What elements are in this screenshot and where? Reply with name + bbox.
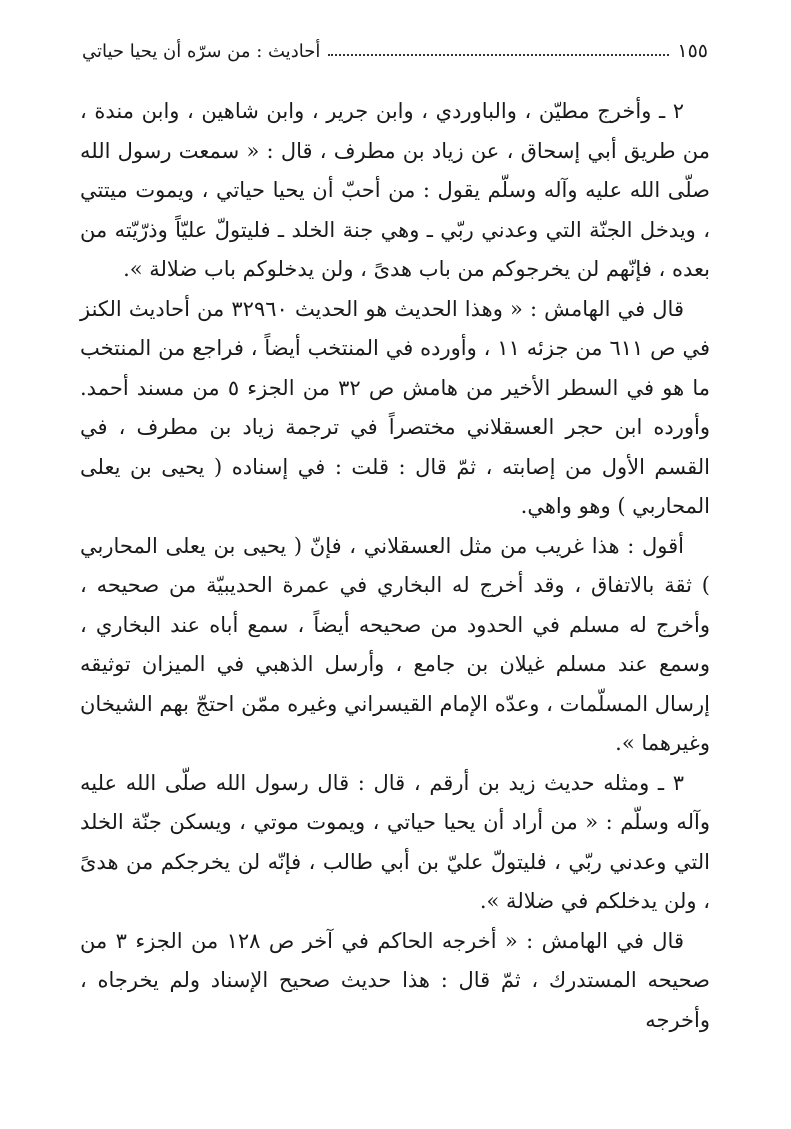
paragraph-author-comment: أقول : هذا غريب من مثل العسقلاني ، فإنّ ( يحيى بن يعلى المحاربي ) ثقة بالاتفاق ، وقد أخرج له البخاري في عمرة الحديبيّة من صحيحه ، وأخرج له مسلم في الحدود من صحيحه أيضاً ، سمع أباه عند البخاري ، وسمع عند مسلم غيلان بن جامع ، وأرسل الذهبي في الميزان توثيقه إرسال المسلّمات ، وعدّه الإمام القيسراني وغيره ممّن احتجّ بهم الشيخان وغيرهما ».: [80, 533, 710, 755]
paragraph-footnote-kanz: قال في الهامش : « وهذا الحديث هو الحديث ٣٢٩٦٠ من أحاديث الكنز في ص ٦١١ من جزئه ١١ ، وأورده في المنتخب أيضاً ، فراجع من المنتخب ما هو في السطر الأخير من هامش ص ٣٢ من الجزء ٥ من مسند أحمد. وأورده ابن حجر العسقلاني مختصراً في ترجمة زياد بن مطرف ، في القسم الأول من إصابته ، ثمّ قال : قلت : في إسناده ( يحيى بن يعلى المحاربي ) وهو واهي.: [80, 296, 710, 518]
page-number: ١٥٥: [677, 40, 708, 62]
running-header: [82, 34, 708, 62]
body-text: [80, 92, 710, 1040]
header-title: أحاديث : من سرّه أن يحيا حياتي: [82, 41, 321, 62]
paragraph-hadith-2: ٢ ـ وأخرج مطيّن ، والباوردي ، وابن جرير ، وابن شاهين ، وابن مندة ، من طريق أبي إسحاق ، عن زياد بن مطرف ، قال : « سمعت رسول الله صلّى الله عليه وآله وسلّم يقول : من أحبّ أن يحيا حياتي ، ويموت ميتتي ، ويدخل الجنّة التي وعدني ربّي ـ وهي جنة الخلد ـ فليتولّ عليّاً وذرّيّته من بعده ، فإنّهم لن يخرجوكم من باب هدىً ، ولن يدخلوكم باب ضلالة ».: [80, 99, 710, 281]
paragraph-footnote-hakim: قال في الهامش : « أخرجه الحاكم في آخر ص ١٢٨ من الجزء ٣ من صحيحه المستدرك ، ثمّ قال : هذا حديث صحيح الإسناد ولم يخرجاه ، وأخرجه: [80, 928, 710, 1032]
header-dot-leader: [328, 53, 669, 56]
paragraph-hadith-3: ٣ ـ ومثله حديث زيد بن أرقم ، قال : قال رسول الله صلّى الله عليه وآله وسلّم : « من أراد أن يحيا حياتي ، ويموت موتي ، ويسكن جنّة الخلد التي وعدني ربّي ، فليتولّ عليّ بن أبي طالب ، فإنّه لن يخرجكم من هدىً ، ولن يدخلكم في ضلالة ».: [80, 770, 710, 913]
